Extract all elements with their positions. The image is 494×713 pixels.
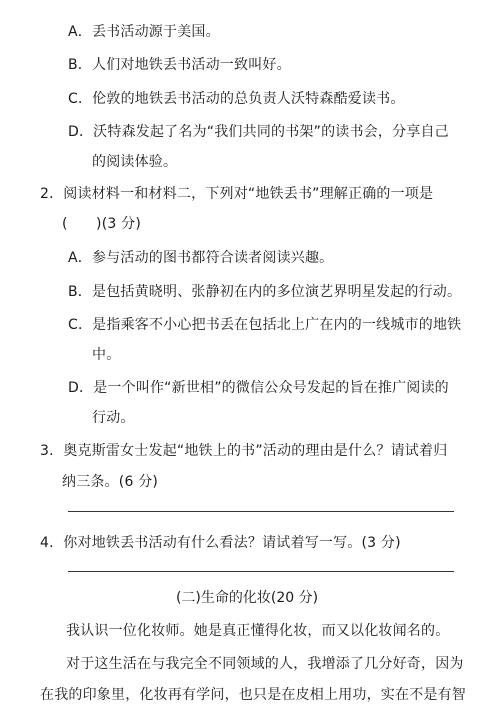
q2-stem: 2．阅读材料一和材料二，下列对“地铁丢书”理解正确的一项是 (40, 186, 434, 202)
q2-option-c-continued: 中。 (92, 347, 121, 363)
q1-option-b: B．人们对地铁丢书活动一致叫好。 (68, 57, 291, 73)
passage-paragraph-1: 我认识一位化妆师。她是真正懂得化妆，而又以化妆闻名的。 (66, 623, 450, 639)
q1-option-d-continued: 的阅读体验。 (92, 154, 178, 170)
q2-stem-continued: ( )(3 分) (62, 216, 142, 232)
q2-option-d-continued: 行动。 (92, 410, 135, 426)
q2-option-a: A．参与活动的图书都符合读者阅读兴趣。 (68, 250, 334, 266)
q1-option-d: D．沃特森发起了名为“我们共同的书架”的读书会，分享自己 (68, 124, 449, 140)
q4-stem: 4．你对地铁丢书活动有什么看法？请试着写一写。(3 分) (40, 535, 401, 551)
q3-answer-line (68, 511, 454, 512)
q1-option-c: C．伦敦的地铁丢书活动的总负责人沃特森酷爱读书。 (68, 91, 405, 107)
passage-paragraph-2-continued: 在我的印象里，化妆再有学问，也只是在皮相上用功，实在不是有智 (40, 687, 466, 703)
passage-paragraph-2: 对于这生活在与我完全不同领域的人，我增添了几分好奇，因为 (66, 656, 464, 672)
q4-answer-line (68, 571, 454, 572)
q2-option-c: C．是指乘客不小心把书丢在包括北上广在内的一线城市的地铁 (68, 317, 462, 333)
q2-option-b: B．是包括黄晓明、张静初在内的多位演艺界明星发起的行动。 (68, 284, 462, 300)
q3-stem-continued: 纳三条。(6 分) (62, 474, 159, 490)
section-title: (二)生命的化妆(20 分) (175, 590, 319, 606)
q1-option-a: A．丢书活动源于美国。 (68, 24, 220, 40)
q2-option-d: D．是一个叫作“新世相”的微信公众号发起的旨在推广阅读的 (68, 380, 449, 396)
q3-stem: 3．奥克斯雷女士发起“地铁上的书”活动的理由是什么？请试着归 (40, 443, 448, 459)
